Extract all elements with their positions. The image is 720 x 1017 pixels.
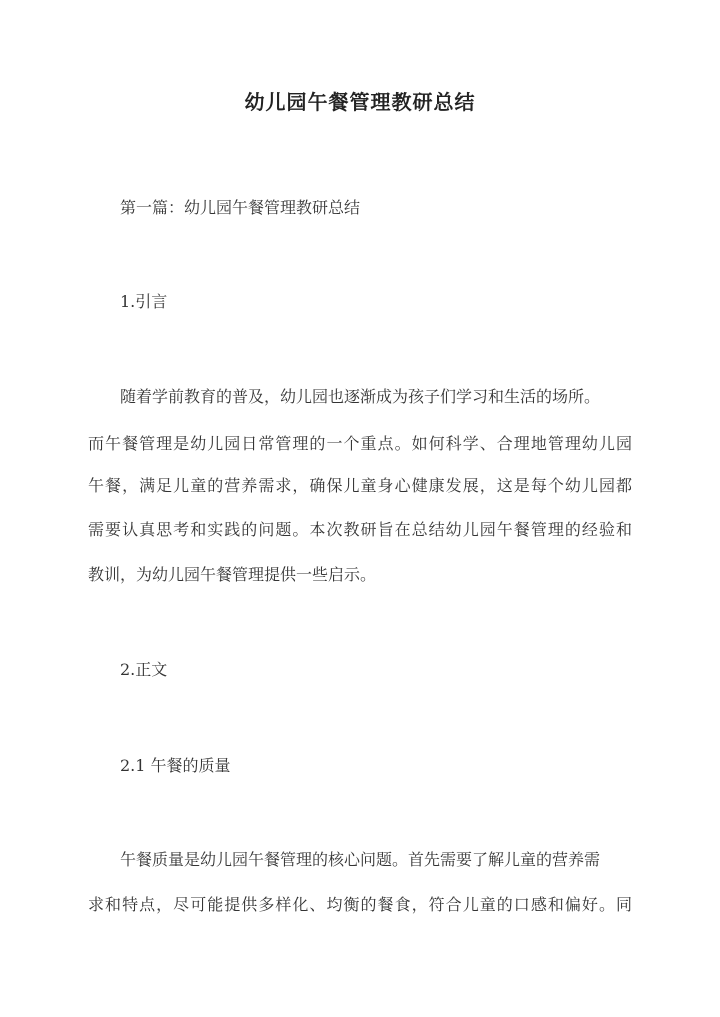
paragraph-line: 教训，为幼儿园午餐管理提供一些启示。 [88, 565, 377, 584]
paragraph-line: 而午餐管理是幼儿园日常管理的一个重点。如何科学、合理地管理幼儿园 [88, 434, 632, 453]
paragraph-line: 需要认真思考和实践的问题。本次教研旨在总结幼儿园午餐管理的经验和 [88, 520, 632, 539]
section-heading-body: 2.正文 [120, 660, 168, 679]
paragraph-line: 午餐，满足儿童的营养需求，确保儿童身心健康发展，这是每个幼儿园都 [88, 476, 632, 495]
paragraph-line: 随着学前教育的普及，幼儿园也逐渐成为孩子们学习和生活的场所。 [120, 387, 601, 406]
paragraph-line: 求和特点，尽可能提供多样化、均衡的餐食，符合儿童的口感和偏好。同 [88, 895, 632, 914]
section-heading-intro: 1.引言 [120, 292, 168, 311]
page-title: 幼儿园午餐管理教研总结 [244, 90, 476, 114]
paragraph-line: 午餐质量是幼儿园午餐管理的核心问题。首先需要了解儿童的营养需 [120, 850, 601, 869]
subtitle: 第一篇：幼儿园午餐管理教研总结 [120, 198, 361, 217]
subsection-heading-quality: 2.1 午餐的质量 [120, 756, 231, 775]
